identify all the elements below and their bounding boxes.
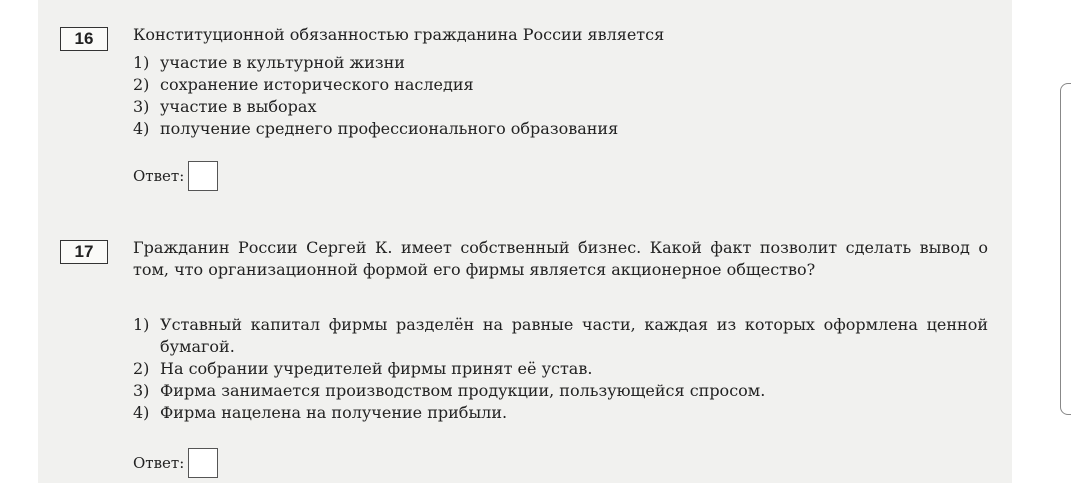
question-16-options	[133, 52, 988, 140]
option-16-2: 2) сохранение исторического наследия	[133, 75, 474, 94]
option-17-2: 2) На собрании учредителей фирмы принят её устав.	[133, 359, 593, 378]
option-16-3: 3) участие в выборах	[133, 97, 317, 116]
answer-17	[133, 448, 218, 478]
option-16-1: 1) участие в культурной жизни	[133, 53, 405, 72]
question-17-options	[133, 314, 988, 424]
answer-16	[133, 161, 218, 191]
answer-label-17: Ответ:	[133, 454, 185, 472]
question-number-16: 16	[60, 27, 108, 51]
question-17-stem: Гражданин России Сергей К. имеет собственный бизнес. Какой факт позволит сделать вывод о том, что организационной формой его фирмы является акционерное общество?	[133, 238, 988, 279]
option-17-1: 1) Уставный капитал фирмы разделён на равные части, каждая из которых оформлена ценной бумагой.	[133, 315, 988, 356]
answer-label-16: Ответ:	[133, 167, 185, 185]
question-16-stem: Конституционной обязанностью гражданина России является	[133, 25, 665, 44]
question-number-17: 17	[60, 240, 108, 264]
answer-box-16[interactable]	[188, 161, 218, 191]
option-16-4: 4) получение среднего профессионального образования	[133, 119, 619, 138]
side-panel	[1060, 83, 1071, 415]
option-17-3: 3) Фирма занимается производством продукции, пользующейся спросом.	[133, 381, 766, 400]
option-17-4: 4) Фирма нацелена на получение прибыли.	[133, 403, 508, 422]
answer-box-17[interactable]	[188, 448, 218, 478]
